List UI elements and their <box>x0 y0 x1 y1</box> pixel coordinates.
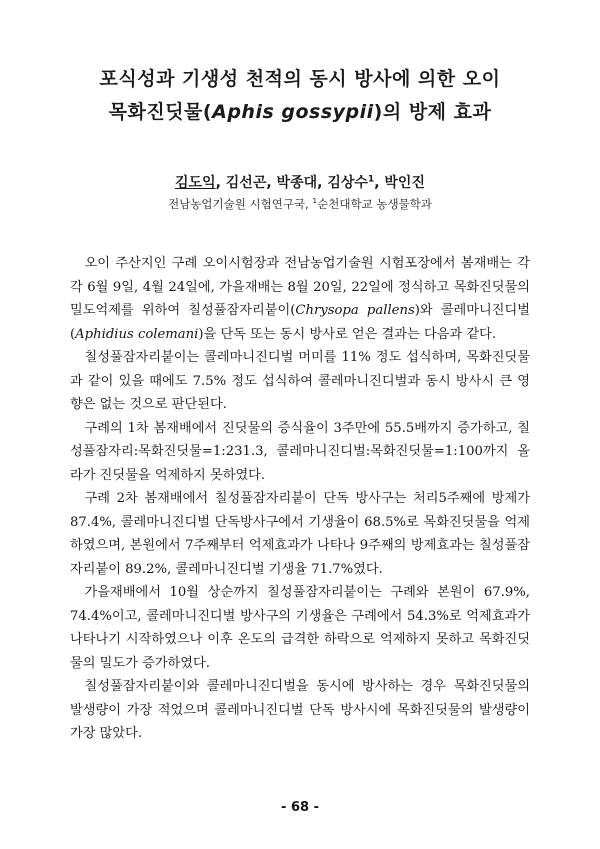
paragraph-2: 칠성풀잠자리붙이는 콜레마니진디벌 머미를 11% 정도 섭식하며, 목화진딧물과 같이 있을 때에도 7.5% 정도 섭식하여 콜레마니진디벌과 동시 방사시 큰 영향은 없는 것으로 판단된다. <box>70 350 530 412</box>
affiliation-mark: 1 <box>312 196 318 206</box>
species-aphidius: Aphidius colemani <box>75 326 199 342</box>
page-number: - 68 - <box>281 800 319 815</box>
author-affiliation-mark: 1 <box>367 174 375 185</box>
abstract-body <box>70 252 530 746</box>
co-authors-b: , 박인진 <box>374 175 425 191</box>
paragraph-1-text-a: 오이 주산지인 구례 오이시험장과 전남농업기술원 시험포장에서 봄재배는 각각 6월 9일, 4월 24일에, 가을재배는 8월 20일, 22일에 정식하고 목화진딧물의 밀도억제를 위하여 칠성풀잠자리붙이( <box>70 256 530 318</box>
title-line-2 <box>40 97 560 124</box>
paragraph-4: 구례 2차 봄재배에서 칠성풀잠자리붙이 단독 방사구는 처리5주째에 방제가 87.4%, 콜레마니진디벌 단독방사구에서 기생율이 68.5%로 목화진딧물을 억제하였으며, 본원에서 7주째부터 억제효과가 나타나 9주째의 방제효과는 칠성풀잠자리붙이 89.2%, 콜레마니진디벌 기생율 71.7%였다. <box>70 491 530 577</box>
paragraph-6: 칠성풀잠자리붙이와 콜레마니진디벌을 동시에 방사하는 경우 목화진딧물의 발생량이 가장 적었으며 콜레마니진디벌 단독 방사시에 목화진딧물의 발생량이 가장 많았다. <box>70 679 530 741</box>
title-line-1: 포식성과 기생성 천적의 동시 방사에 의한 오이 <box>99 68 501 90</box>
co-authors-a: , 김선곤, 박종대, 김상수 <box>215 175 368 191</box>
paragraph-3: 구례의 1차 봄재배에서 진딧물의 증식율이 3주만에 55.5배까지 증가하고, 칠성풀잠자리:목화진딧물=1:231.3, 콜레마니진디벌:목화진딧물=1:100까지 올라가 진딧물을 억제하지 못하였다. <box>70 420 530 483</box>
paragraph-1-text-b: )와 콜레마니진디벌( <box>70 303 530 342</box>
author-list <box>40 172 560 192</box>
title-species-name: Aphis gossypii <box>212 101 374 123</box>
paragraph-1-text-c: )을 단독 또는 동시 방사로 얻은 결과는 다음과 같다. <box>198 326 497 342</box>
title-line-2-pre: 목화진딧물( <box>108 101 213 123</box>
species-chrysopa: Chrysopa pallens <box>295 303 415 318</box>
affiliation-second: 순천대학교 농생물학과 <box>317 197 432 211</box>
paragraph-5: 가을재배에서 10월 상순까지 칠성풀잠자리붙이는 구례와 본원이 67.9%, 74.4%이고, 콜레마니진디벌 방사구의 기생율은 구례에서 54.3%로 억제효과가 나타나기 시작하였으나 이후 온도의 급격한 하락으로 억제하지 못하고 목화진딧물의 밀도가 증가하였다. <box>70 585 530 671</box>
affiliation <box>40 196 560 212</box>
first-author: 김도익 <box>175 175 216 191</box>
title-line-2-post: )의 방제 효과 <box>373 101 492 123</box>
affiliation-main: 전남농업기술원 시험연구국, <box>168 197 313 211</box>
paragraph-1 <box>70 252 530 346</box>
